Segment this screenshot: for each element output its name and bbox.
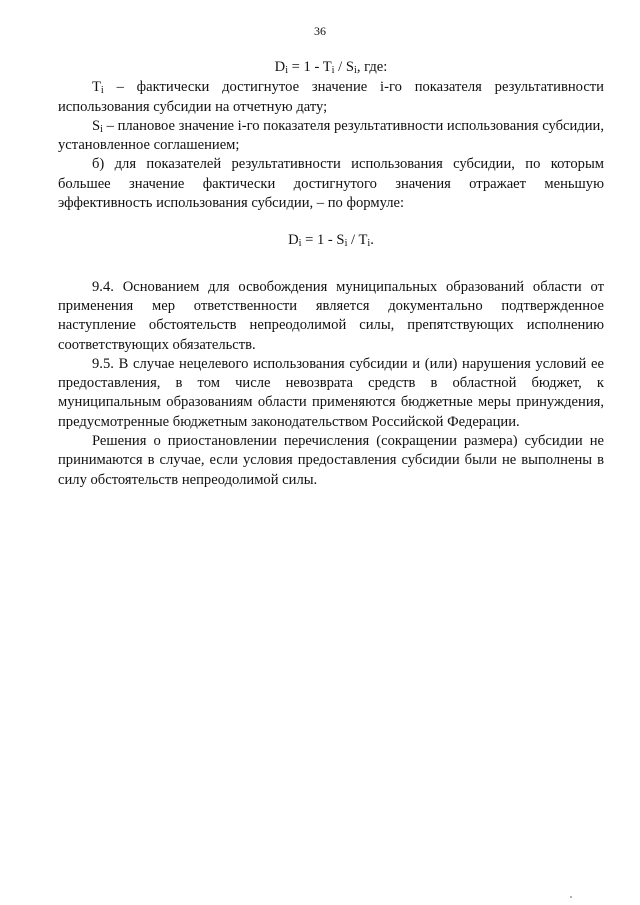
paragraph-9-4: 9.4. Основанием для освобождения муниципальных образований области от применения мер ответственности является документально подтвержденное наступление обстоятельств непреодолимой силы, препятствующих исполнению соответствующих обязательств. [58, 278, 604, 353]
formula-2-s-sub: i [344, 238, 348, 250]
formula-di-ts [58, 58, 604, 77]
formula-2-tail: . [370, 232, 374, 249]
definition-s-symbol-sub: i [100, 123, 103, 135]
formula-1-t-sub: i [331, 65, 335, 76]
definition-t-text: – фактически достигнутое значение i-го показателя результативности использования субсидии на отчетную дату; [58, 79, 604, 115]
formula-1-lhs: D [274, 59, 286, 75]
formula-1-div: / S [334, 59, 354, 75]
formula-1-lhs-sub: i [285, 65, 289, 76]
formula-di-st [58, 231, 604, 250]
formula-2-lhs: D [288, 232, 299, 249]
page-number: 36 [314, 24, 326, 38]
definition-s-symbol: S [92, 117, 101, 134]
paragraph-decisions: Решения о приостановлении перечисления (сокращении размера) субсидии не принимаются в случае, если условия предоставления субсидии были не выполнены в силу обстоятельств непреодолимой силы. [58, 433, 604, 488]
definition-t-symbol-sub: i [100, 85, 104, 97]
formula-1-s-sub: i [353, 65, 357, 76]
formula-2-div: / T [347, 232, 368, 249]
definition-s-text: – плановое значение i-го показателя результативности использования субсидии, установленное соглашением; [58, 117, 604, 154]
document-body [58, 58, 604, 490]
formula-2-lhs-sub: i [298, 238, 302, 250]
definition-s [58, 117, 604, 156]
formula-2-t-sub: i [367, 238, 371, 250]
paragraph-9-5: 9.5. В случае нецелевого использования субсидии и (или) нарушения условий ее предоставления, в том числе невозврата средств в областной бюджет, к муниципальным образованиям области применяются бюджетные меры принуждения, предусмотренные бюджетным законодательством Российской Федерации. [58, 355, 604, 430]
definition-t-symbol: T [92, 79, 101, 96]
definition-t [58, 78, 604, 117]
formula-2-eq: = 1 - S [301, 232, 345, 249]
scan-speck [570, 896, 572, 898]
formula-1-tail: , где: [356, 59, 388, 75]
formula-1-eq: = 1 - T [288, 59, 332, 75]
paragraph-b: б) для показателей результативности использования субсидии, по которым большее значение фактически достигнутого значения отражает меньшую эффективность использования субсидии, – по формуле: [58, 156, 604, 212]
